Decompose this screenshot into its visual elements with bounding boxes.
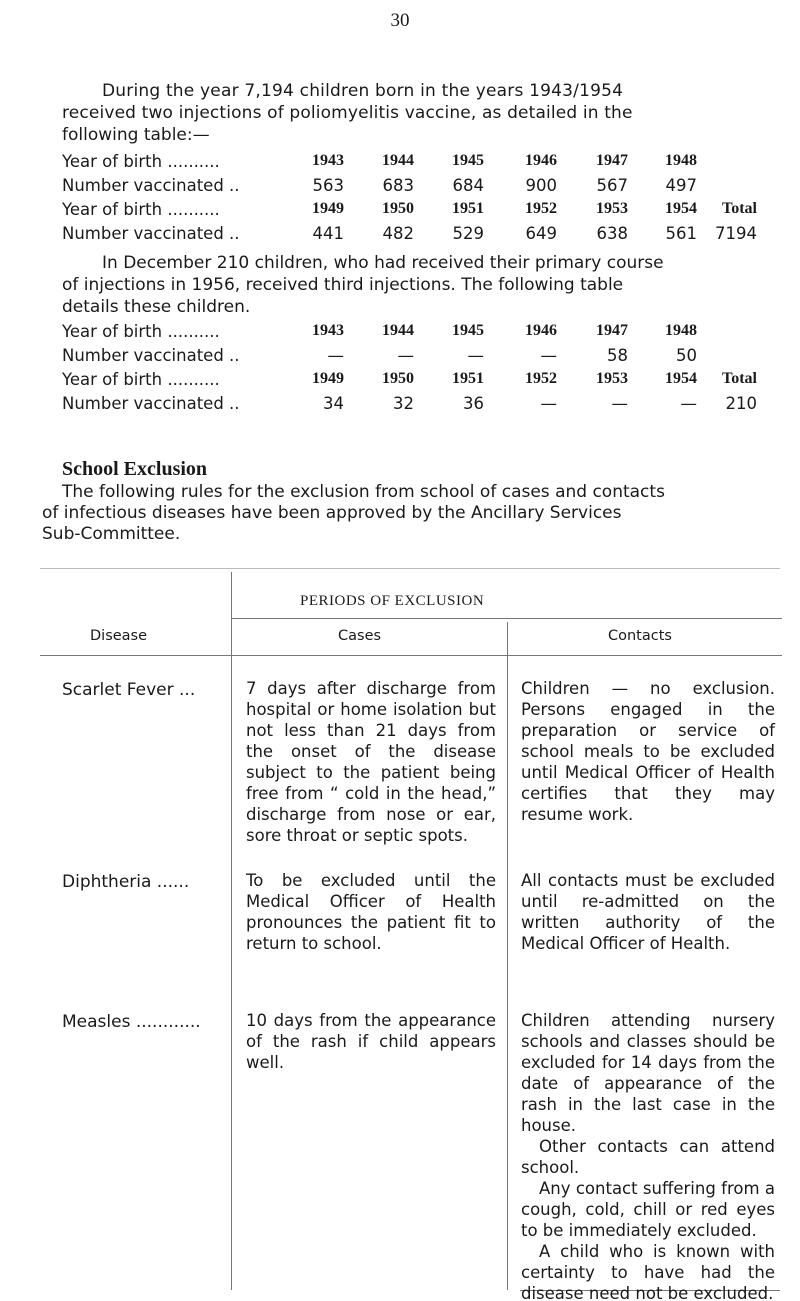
intro-line-1: During the year 7,194 children born in the years 1943/1954 (102, 81, 624, 101)
table-cell: 1945 (452, 322, 484, 339)
table-cell: 1945 (452, 152, 484, 169)
table-cell: 50 (676, 346, 697, 365)
table-row (62, 152, 762, 176)
table-cell: 1951 (452, 370, 484, 387)
middle-line-2: of injections in 1956, received third injections. The following table (62, 275, 624, 295)
row-label: Number vaccinated .. (62, 346, 240, 365)
total-value: 7194 (715, 224, 757, 243)
table-cell: — (611, 394, 628, 413)
row-label: Number vaccinated .. (62, 224, 240, 243)
table-cell: 1944 (382, 322, 414, 339)
table-cell: 1951 (452, 200, 484, 217)
table-row (62, 200, 762, 224)
row-label: Year of birth .......... (62, 200, 220, 219)
contacts-text: A child who is known with certainty to have had the disease need not be excluded. (521, 1242, 775, 1301)
total-value: 210 (725, 394, 757, 413)
table-cell: — (327, 346, 344, 365)
cases-cell (246, 870, 496, 954)
table-cell: 1943 (312, 322, 344, 339)
row-label: Number vaccinated .. (62, 394, 240, 413)
row-label: Number vaccinated .. (62, 176, 240, 195)
contacts-cell (521, 870, 775, 954)
cases-text: 7 days after discharge from hospital or home isolation but not less than 21 days from the onset of the disease subject to the patient being free from “ cold in the head,” discharge from nose or ear, sore throat or septic spots. (246, 679, 496, 845)
cases-text: To be excluded until the Medical Officer of Health pronounces the patient fit to return to school. (246, 871, 496, 953)
exclusion-line-3: Sub-Committee. (42, 524, 181, 544)
exclusion-line-2: of infectious diseases have been approved by the Ancillary Services (42, 503, 622, 523)
table-cell: 567 (596, 176, 628, 195)
exclusion-paragraph (42, 482, 772, 545)
column-divider (231, 572, 232, 1290)
contacts-cell (521, 1010, 775, 1301)
table-cell: 34 (323, 394, 344, 413)
table-cell: 1949 (312, 200, 344, 217)
table-row (62, 346, 762, 370)
table-cell: 1952 (525, 370, 557, 387)
cases-cell (246, 678, 496, 846)
cases-cell (246, 1010, 496, 1073)
middle-line-3: details these children. (62, 297, 251, 317)
disease-name: Measles ............ (62, 1012, 201, 1032)
intro-paragraph (62, 80, 762, 146)
table-cell: 1953 (596, 370, 628, 387)
table-row (62, 176, 762, 200)
contacts-text: Other contacts can attend school. (521, 1137, 775, 1177)
row-label: Year of birth .......... (62, 370, 220, 389)
table-row (62, 322, 762, 346)
column-divider (507, 622, 508, 1290)
table-cell: 1948 (665, 152, 697, 169)
table-cell: 1950 (382, 200, 414, 217)
table-cell: 1953 (596, 200, 628, 217)
table-cell: 441 (312, 224, 344, 243)
table-cell: 684 (452, 176, 484, 195)
intro-line-2: received two injections of poliomyelitis vaccine, as detailed in the (62, 103, 633, 123)
disease-name: Diphtheria ...... (62, 872, 190, 892)
table-cell: 58 (607, 346, 628, 365)
table-cell: 482 (382, 224, 414, 243)
total-label: Total (722, 200, 757, 217)
table-cell: 1948 (665, 322, 697, 339)
contacts-text: Children — no exclusion. Persons engaged in the preparation or service of school meals to be excluded until Medical Officer of Health certifies that they may resume work. (521, 679, 775, 824)
table-cell: 1946 (525, 152, 557, 169)
table-cell: 561 (665, 224, 697, 243)
table-cell: — (467, 346, 484, 365)
divider (40, 655, 782, 656)
table-cell: — (680, 394, 697, 413)
table-cell: 36 (463, 394, 484, 413)
table-cell: 1954 (665, 370, 697, 387)
table-cell: 1954 (665, 200, 697, 217)
table-title: PERIODS OF EXCLUSION (300, 593, 485, 609)
table-cell: 497 (665, 176, 697, 195)
table-cell: 649 (525, 224, 557, 243)
table-cell: 1950 (382, 370, 414, 387)
table-cell: 563 (312, 176, 344, 195)
column-header-cases: Cases (338, 628, 382, 644)
table-cell: 529 (452, 224, 484, 243)
intro-line-3: following table:— (62, 125, 210, 145)
exclusion-line-1: The following rules for the exclusion from school of cases and contacts (62, 482, 665, 502)
table-row (62, 224, 762, 248)
table-cell: 1946 (525, 322, 557, 339)
table-cell: 683 (382, 176, 414, 195)
table-cell: 900 (525, 176, 557, 195)
row-label: Year of birth .......... (62, 152, 220, 171)
contacts-text: Children attending nursery schools and classes should be excluded for 14 days from the date of appearance of the rash in the last case in the house. (521, 1011, 775, 1135)
table-cell: 1944 (382, 152, 414, 169)
contacts-text: All contacts must be excluded until re-admitted on the written authority of the Medical Officer of Health. (521, 871, 775, 953)
section-heading: School Exclusion (62, 458, 208, 480)
table-cell: — (540, 394, 557, 413)
table-cell: 638 (596, 224, 628, 243)
column-header-contacts: Contacts (608, 628, 672, 644)
disease-name: Scarlet Fever ... (62, 680, 196, 700)
middle-line-1: In December 210 children, who had received their primary course (102, 253, 664, 273)
contacts-cell (521, 678, 775, 825)
vaccination-table-2 (62, 322, 762, 418)
table-cell: — (397, 346, 414, 365)
row-label: Year of birth .......... (62, 322, 220, 341)
table-cell: 1947 (596, 322, 628, 339)
table-cell: 1947 (596, 152, 628, 169)
cases-text: 10 days from the appearance of the rash if child appears well. (246, 1011, 496, 1072)
table-row (62, 394, 762, 418)
total-label: Total (722, 370, 757, 387)
table-cell: — (540, 346, 557, 365)
table-cell: 1952 (525, 200, 557, 217)
divider (40, 568, 780, 569)
contacts-text: Any contact suffering from a cough, cold, chill or red eyes to be immediately excluded. (521, 1179, 775, 1240)
table-cell: 32 (393, 394, 414, 413)
divider (232, 618, 782, 619)
middle-paragraph (62, 252, 762, 318)
vaccination-table-1 (62, 152, 762, 248)
table-cell: 1943 (312, 152, 344, 169)
table-row (62, 370, 762, 394)
column-header-disease: Disease (90, 628, 148, 644)
page-number: 30 (390, 10, 410, 31)
table-cell: 1949 (312, 370, 344, 387)
